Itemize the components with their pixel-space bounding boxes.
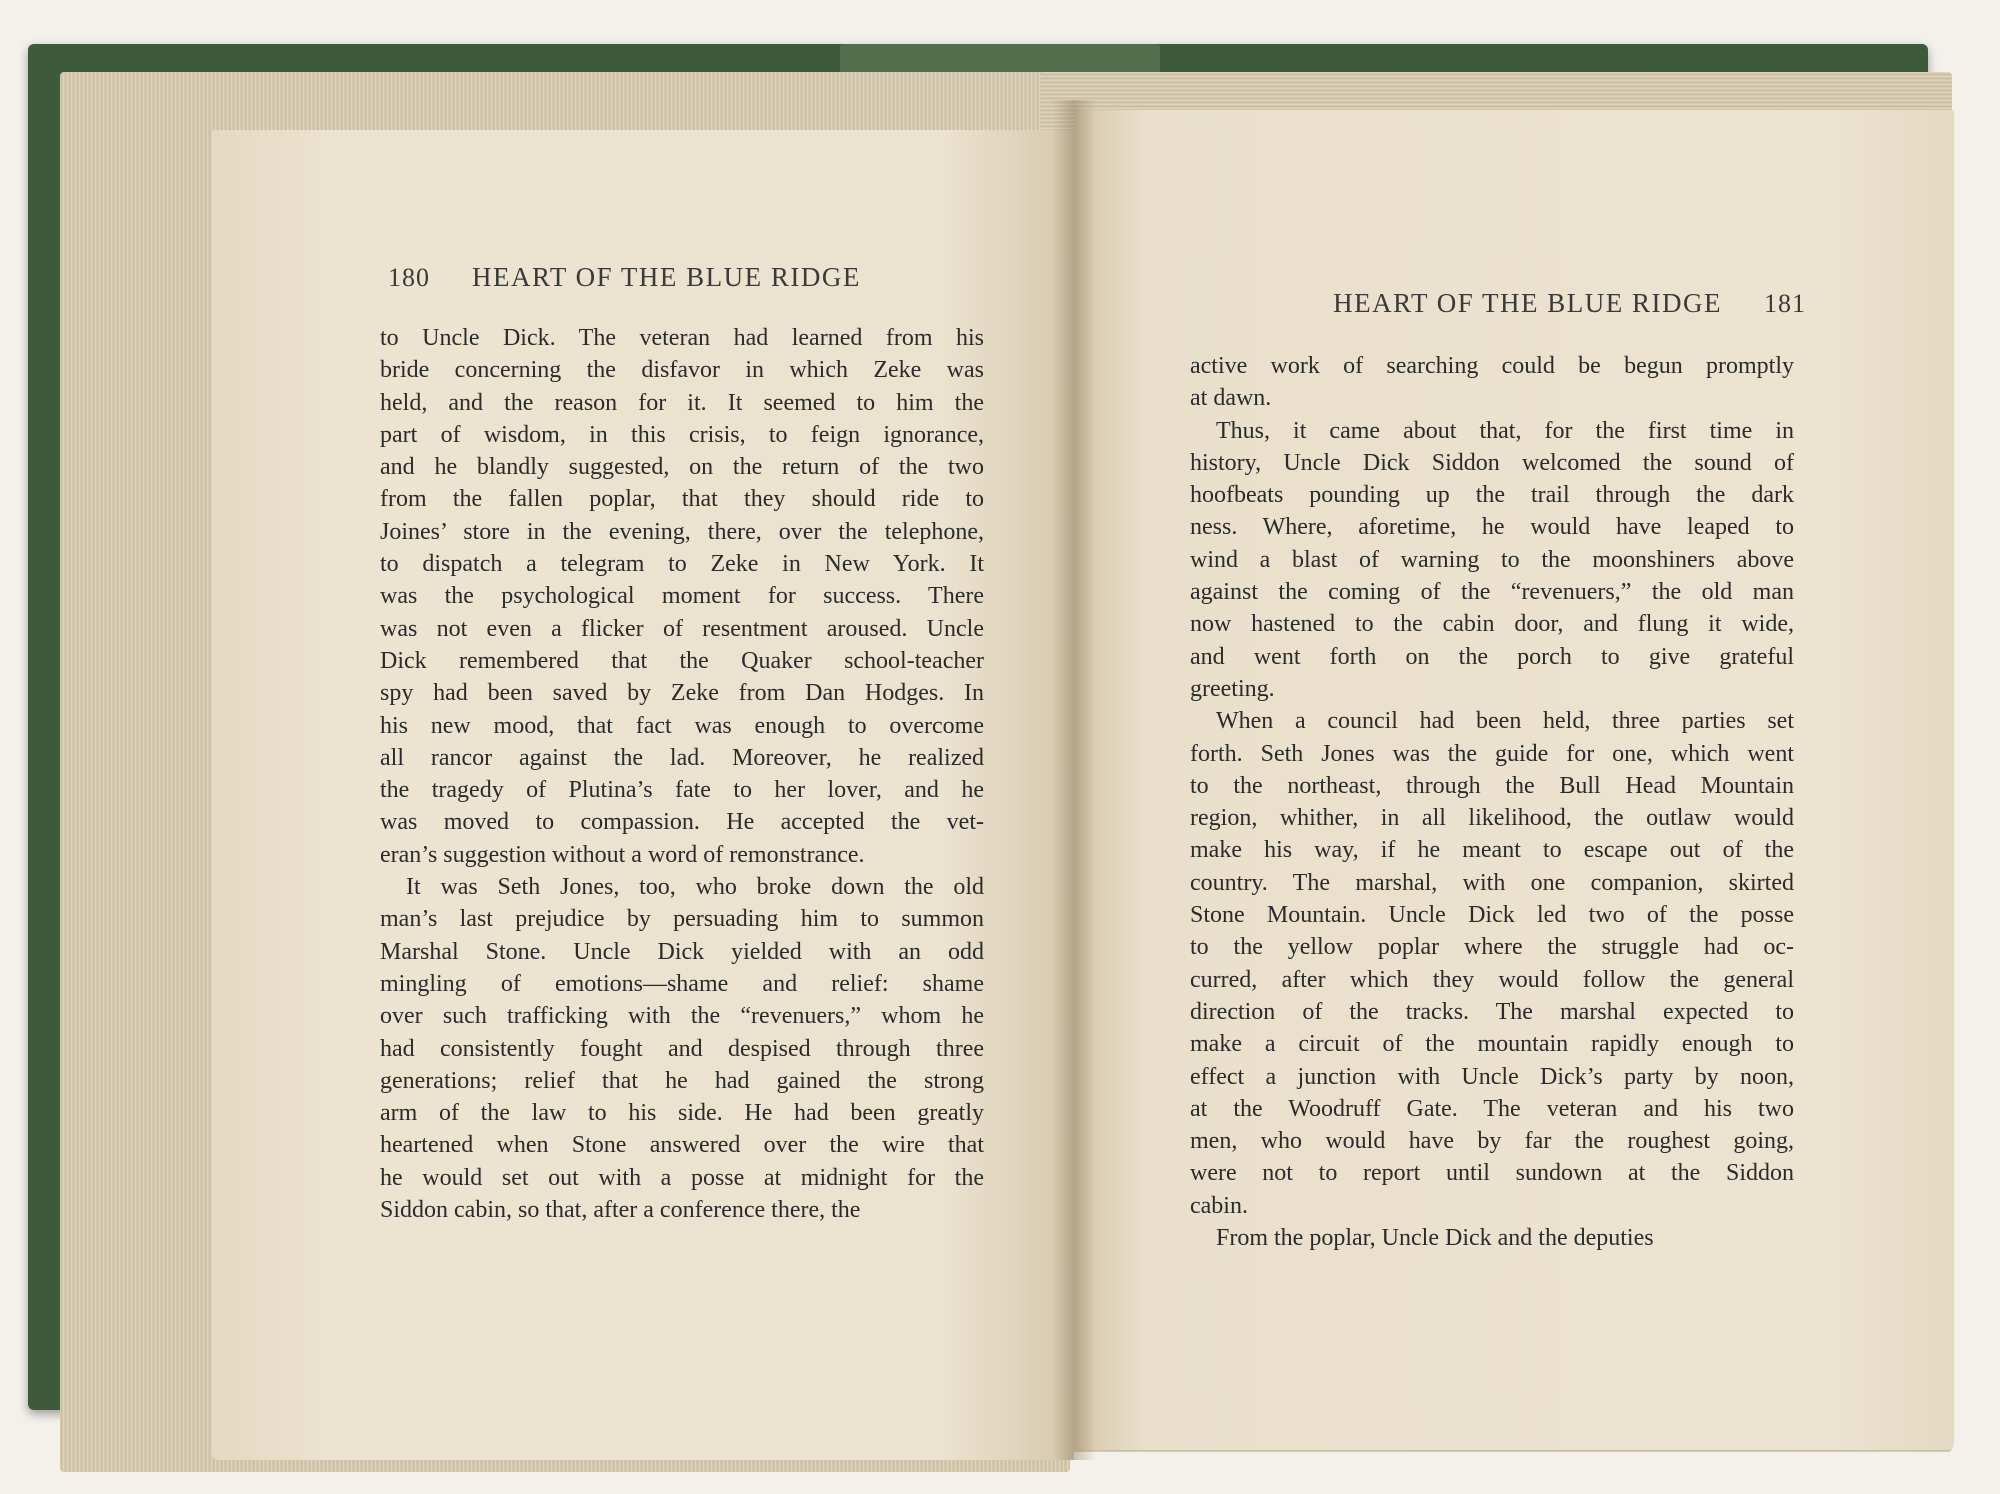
left-page-text [380, 322, 984, 1226]
text-line: It was Seth Jones, too, who broke down the old [406, 874, 984, 901]
left-page-header [388, 262, 988, 294]
text-line: his new mood, that fact was enough to overcome [380, 712, 984, 739]
text-line: the tragedy of Plutina’s fate to her lover, and he [380, 777, 984, 804]
text-line: effect a junction with Uncle Dick’s party by noon, [1190, 1063, 1794, 1090]
text-line: to the northeast, through the Bull Head Mountain [1190, 772, 1794, 799]
text-line: Siddon cabin, so that, after a conference there, the [380, 1197, 861, 1224]
text-line: generations; relief that he had gained the strong [380, 1067, 984, 1094]
text-line: forth. Seth Jones was the guide for one, which went [1190, 740, 1794, 767]
text-line: at dawn. [1190, 385, 1272, 412]
text-line: at the Woodruff Gate. The veteran and his two [1190, 1095, 1794, 1122]
left-running-head: HEART OF THE BLUE RIDGE [472, 262, 861, 292]
text-line: cabin. [1190, 1192, 1248, 1219]
text-line: active work of searching could be begun promptly [1190, 353, 1794, 379]
text-line: part of wisdom, in this crisis, to feign ignorance, [380, 421, 984, 448]
text-line: Stone Mountain. Uncle Dick led two of the posse [1190, 902, 1794, 929]
text-line: to the yellow poplar where the struggle had oc- [1190, 934, 1794, 961]
right-page-text [1190, 350, 1794, 1254]
right-page-number: 181 [1764, 289, 1806, 318]
text-line: was the psychological moment for success. There [380, 583, 984, 610]
text-line: wind a blast of warning to the moonshiners above [1190, 546, 1794, 573]
text-line: greeting. [1190, 675, 1275, 702]
text-line: Joines’ store in the evening, there, over the telephone, [380, 518, 984, 545]
text-line: mingling of emotions—shame and relief: shame [380, 970, 984, 997]
text-line: history, Uncle Dick Siddon welcomed the sound of [1190, 449, 1794, 476]
right-running-head: HEART OF THE BLUE RIDGE [1333, 288, 1722, 318]
text-line: When a council had been held, three parties set [1216, 708, 1794, 735]
text-line: men, who would have by far the roughest going, [1190, 1128, 1794, 1155]
text-line: held, and the reason for it. It seemed to him the [380, 389, 984, 416]
text-line: hoofbeats pounding up the trail through the dark [1190, 482, 1794, 509]
text-line: region, whither, in all likelihood, the outlaw would [1190, 805, 1794, 832]
text-line: was moved to compassion. He accepted the vet- [380, 809, 984, 836]
text-line: country. The marshal, with one companion, skirted [1190, 869, 1794, 896]
text-line: now hastened to the cabin door, and flung it wide, [1190, 611, 1794, 638]
text-line: and went forth on the porch to give grateful [1190, 643, 1794, 670]
text-line: all rancor against the lad. Moreover, he realized [380, 744, 984, 771]
text-line: eran’s suggestion without a word of remonstrance. [380, 841, 865, 868]
text-line: over such trafficking with the “revenuers,” whom he [380, 1003, 984, 1030]
text-line: to dispatch a telegram to Zeke in New York. It [380, 551, 984, 578]
text-line: he would set out with a posse at midnight for the [380, 1164, 984, 1191]
text-line: curred, after which they would follow the general [1190, 966, 1794, 993]
text-line: bride concerning the disfavor in which Zeke was [380, 357, 984, 384]
text-line: were not to report until sundown at the Siddon [1190, 1160, 1794, 1187]
book-gutter [1052, 100, 1096, 1460]
text-line: Dick remembered that the Quaker school-teacher [380, 647, 984, 674]
text-line: ness. Where, aforetime, he would have leaped to [1190, 514, 1794, 541]
text-line: Thus, it came about that, for the first time in [1216, 417, 1794, 444]
text-line: heartened when Stone answered over the wire that [380, 1132, 984, 1159]
text-line: man’s last prejudice by persuading him to summon [380, 906, 984, 933]
text-line: From the poplar, Uncle Dick and the deputies [1216, 1225, 1654, 1252]
text-line: make a circuit of the mountain rapidly enough to [1190, 1031, 1794, 1058]
text-line: spy had been saved by Zeke from Dan Hodges. In [380, 680, 984, 707]
text-line: to Uncle Dick. The veteran had learned from his [380, 325, 984, 351]
left-page-number: 180 [388, 263, 430, 292]
text-line: from the fallen poplar, that they should ride to [380, 486, 984, 513]
text-line: had consistently fought and despised through three [380, 1035, 984, 1062]
text-line: and he blandly suggested, on the return of the two [380, 454, 984, 481]
text-line: against the coming of the “revenuers,” the old man [1190, 579, 1794, 606]
text-line: was not even a flicker of resentment aroused. Uncle [380, 615, 984, 642]
text-line: direction of the tracks. The marshal expected to [1190, 998, 1794, 1025]
text-line: arm of the law to his side. He had been greatly [380, 1100, 984, 1127]
right-page-header [1276, 288, 1806, 320]
text-line: Marshal Stone. Uncle Dick yielded with an odd [380, 938, 984, 965]
text-line: make his way, if he meant to escape out of the [1190, 837, 1794, 864]
